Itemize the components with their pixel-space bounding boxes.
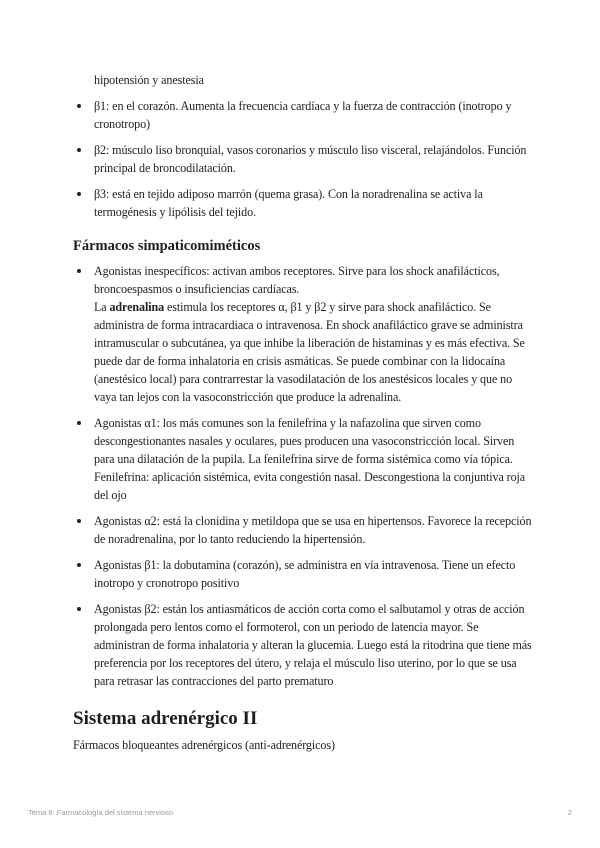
list-item <box>73 262 535 406</box>
receptor-beta2-text: β2: músculo liso bronquial, vasos coronarios y músculo liso visceral, relajándolos. Función principal de broncodilatación. <box>94 143 527 175</box>
bullet-icon <box>77 192 81 196</box>
bullet-icon <box>77 104 81 108</box>
list-item <box>73 141 535 177</box>
bullet-icon <box>77 148 81 152</box>
adrenalina-bold: adrenalina <box>109 300 165 314</box>
bullet-icon <box>77 269 81 273</box>
receptor-beta1-text: β1: en el corazón. Aumenta la frecuencia cardíaca y la fuerza de contracción (inotropo y cronotropo) <box>94 99 512 131</box>
list-item <box>73 414 535 504</box>
receptor-beta3-text: β3: está en tejido adiposo marrón (quema grasa). Con la noradrenalina se activa la termogénesis y lipólisis del tejido. <box>94 187 483 219</box>
bullet-icon <box>77 563 81 567</box>
inespecificos-intro: Agonistas inespecíficos: activan ambos receptores. Sirve para los shock anafilácticos, broncoespasmos o insuficiencias cardíacas. <box>94 264 500 296</box>
adrenalina-text: estimula los receptores α, β1 y β2 y sirve para shock anafiláctico. Se administra de forma intracardiaca o intravenosa. En shock anafiláctico grave se administra intramuscular o subcutánea, ya que inhibe la liberación de histaminas y es más efectiva. Se puede dar de forma inhalatoria en crisis asmáticas. Se puede combinar con la lidocaína (anestésico local) para contrarrestar la vasodilatación de los anestésicos locales y que no vaya tan lejos con la vasoconstricción que produce la adrenalina. <box>94 300 525 404</box>
alfa2-text: Agonistas α2: está la clonidina y metildopa que se usa en hipertensos. Favorece la recepción de noradrenalina, por lo tanto reduciendo la hipertensión. <box>94 514 532 546</box>
continuation-text: hipotensión y anestesia <box>94 73 204 87</box>
list-item <box>73 97 535 133</box>
section-heading: Fármacos simpaticomiméticos <box>73 238 261 254</box>
beta2-text: Agonistas β2: están los antiasmáticos de acción corta como el salbutamol y otras de acción prolongada pero lentos como el formoterol, con un periodo de latencia mayor. Se administran de forma inhalatoria y alteran la glucemia. Luego está la ritodrina que tiene más preferencia por los receptores del útero, y relaja el músculo liso uterino, por lo que se usa para retrasar las contracciones del parto prematuro <box>94 602 532 688</box>
list-item <box>73 185 535 221</box>
section2-heading: Sistema adrenérgico II <box>73 708 258 729</box>
footer-title: Tema 6: Farmacología del sistema nervioso <box>28 808 174 817</box>
list-item <box>73 556 535 592</box>
adrenalina-paragraph <box>94 298 535 406</box>
bullet-icon <box>77 519 81 523</box>
adrenalina-prefix: La <box>94 300 110 314</box>
receptor-list <box>73 97 535 229</box>
bullet-icon <box>77 421 81 425</box>
list-item <box>73 600 535 690</box>
drug-list <box>73 262 535 698</box>
page-number: 2 <box>567 808 572 817</box>
alfa1-text: Agonistas α1: los más comunes son la fenilefrina y la nafazolina que sirven como descongestionantes nasales y oculares, pues producen una vasoconstricción local. Sirven para una dilatación de la pupila. La fenilefrina sirve de forma sistémica como vía tópica. Fenilefrina: aplicación sistémica, evita congestión nasal. Descongestiona la conjuntiva roja del ojo <box>94 416 526 502</box>
bullet-icon <box>77 607 81 611</box>
beta1-text: Agonistas β1: la dobutamina (corazón), se administra en vía intravenosa. Tiene un efecto inotropo y cronotropo positivo <box>94 558 516 590</box>
section2-subtitle: Fármacos bloqueantes adrenérgicos (anti-adrenérgicos) <box>73 738 335 752</box>
list-item <box>73 512 535 548</box>
